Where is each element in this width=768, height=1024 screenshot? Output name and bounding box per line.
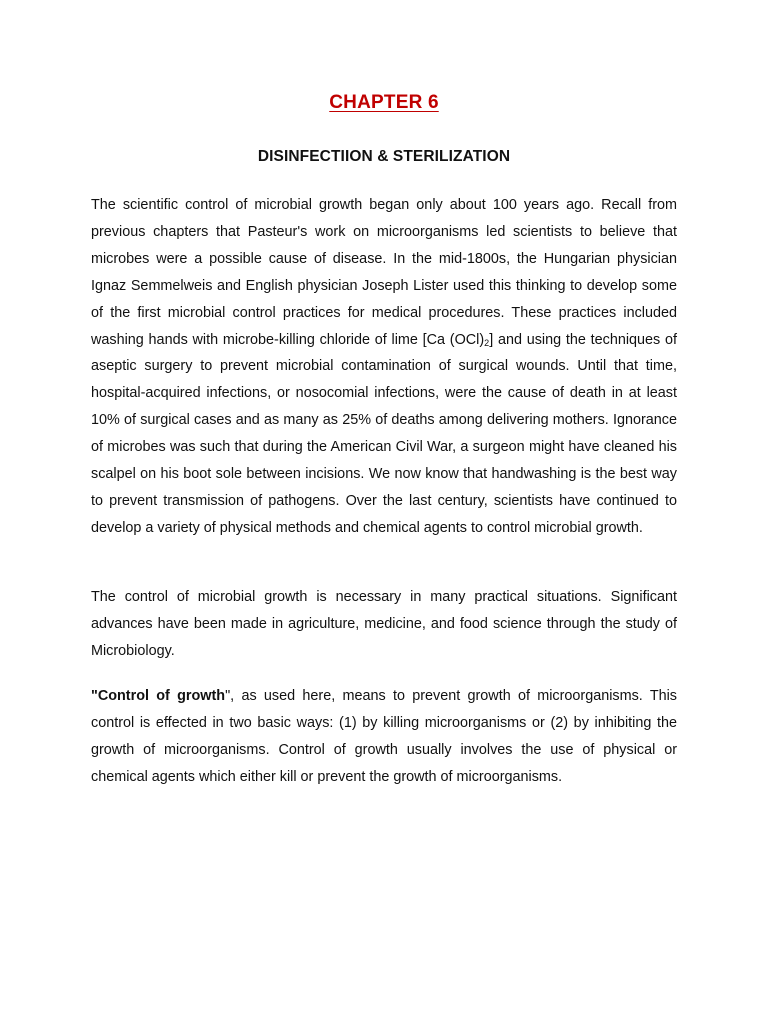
paragraph-3 [91, 683, 677, 791]
paragraph-1-text-b: ] and using the techniques of aseptic surgery to prevent microbial contamination of surgical wounds. Until that time, hospital-acquired infections, or nosocomial infections, were the cause of death in at least 10% of surgical cases and as many as 25% of deaths among delivering mothers. Ignorance of microbes was such that during the American Civil War, a surgeon might have cleaned his scalpel on his boot sole between incisions. We now know that handwashing is the best way to prevent transmission of pathogens. Over the last century, scientists have continued to develop a variety of physical methods and chemical agents to control microbial growth. [91, 331, 678, 536]
paragraph-3-text: ", as used here, means to prevent growth of microorganisms. This control is effected in two basic ways: (1) by killing microorganisms or (2) by inhibiting the growth of microorganisms. Control of growth usually involves the use of physical or chemical agents which either kill or prevent the growth of microorganisms. [91, 688, 678, 785]
paragraph-2: The control of microbial growth is necessary in many practical situations. Significant advances have been made in agriculture, medicine, and food science through the study of Microbiology. [91, 589, 677, 659]
section-title: DISINFECTIION & STERILIZATION [257, 148, 511, 165]
paragraph-3-bold-term: "Control of growth [91, 688, 226, 704]
chapter-title: CHAPTER 6 [329, 92, 439, 113]
paragraph-1-text-a: The scientific control of microbial growth began only about 100 years ago. Recall from previous chapters that Pasteur's work on microorganisms led scientists to believe that microbes were a possible cause of disease. In the mid-1800s, the Hungarian physician Ignaz Semmelweis and English physician Joseph Lister used this thinking to develop some of the first microbial control practices for medical procedures. These practices included washing hands with microbe-killing chloride of lime [Ca (OCl) [91, 197, 677, 348]
paragraph-1 [91, 192, 677, 542]
formula-subscript: 2 [484, 337, 490, 348]
